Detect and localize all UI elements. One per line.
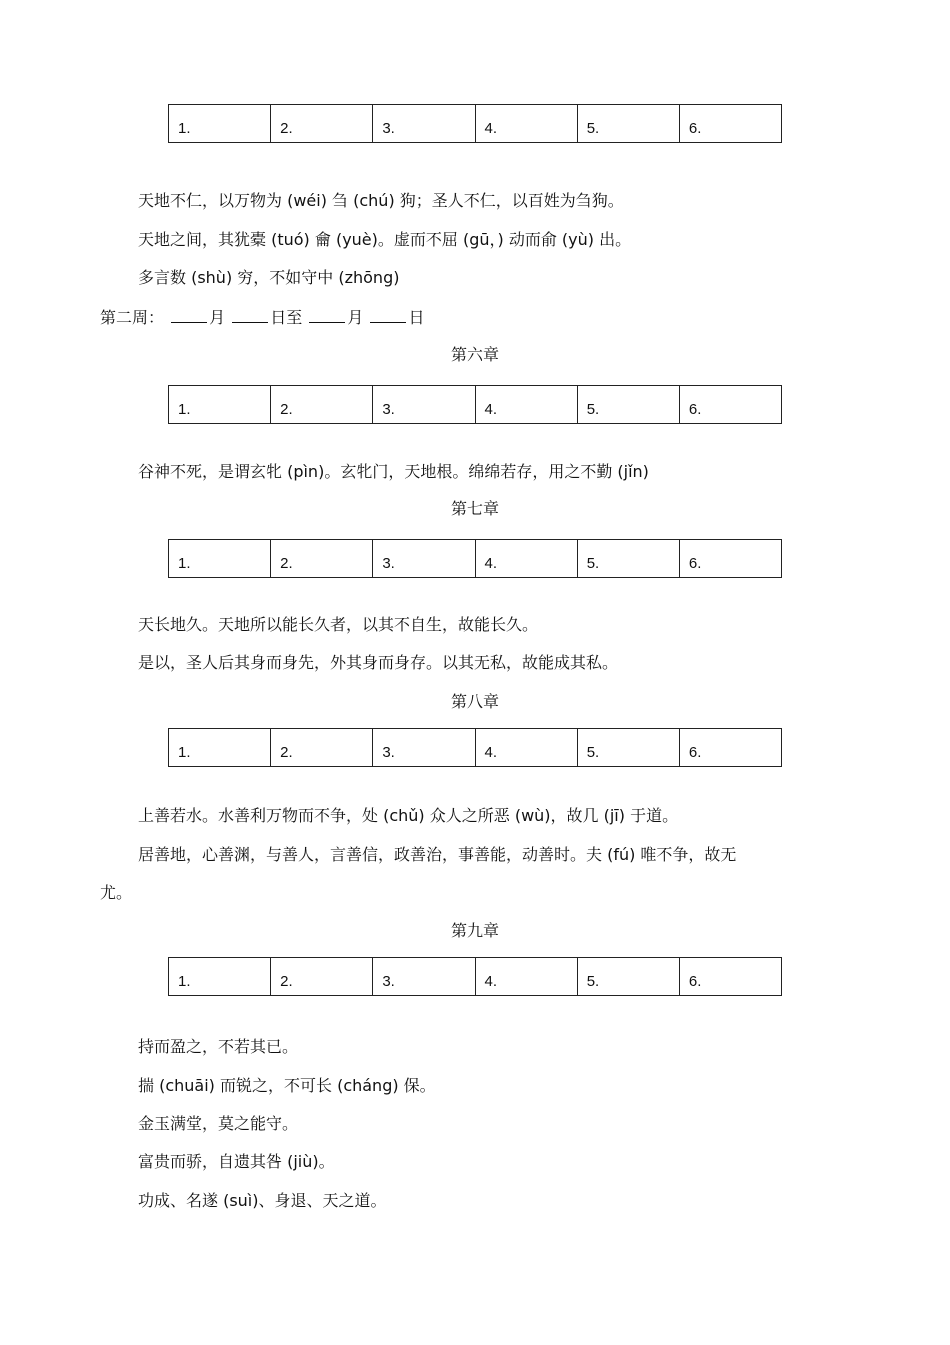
answer-cell: 1. — [169, 958, 271, 995]
month-label: 月 — [347, 308, 364, 327]
week-label: 第二周： — [100, 308, 165, 327]
answer-cell: 6. — [688, 744, 702, 761]
answer-cell: 2. — [271, 540, 373, 577]
answer-cell: 6. — [688, 401, 702, 418]
answer-cell: 3. — [373, 729, 475, 766]
answer-cell: 4. — [476, 540, 578, 577]
text-line: 尤。 — [100, 883, 133, 902]
answer-cell: 6. — [688, 555, 702, 572]
week-two-date-line — [100, 306, 424, 328]
answer-cell: 4. — [476, 729, 578, 766]
text-line: 天地之间，其犹橐 (tuó) 龠 (yuè)。虚而不屈 (gū，) 动而俞 (yù) 出。 — [138, 230, 632, 249]
answer-cell: 3. — [373, 958, 475, 995]
answer-cell: 4. — [476, 105, 578, 142]
answer-box-chapter-7 — [168, 539, 782, 578]
answer-cell: 5. — [578, 540, 680, 577]
answer-cell: 6. — [688, 973, 702, 990]
answer-cell: 2. — [271, 105, 373, 142]
answer-box-chapter-8 — [168, 728, 782, 767]
answer-cell: 1. — [169, 105, 271, 142]
answer-cell: 6. — [688, 120, 702, 137]
answer-cell: 1. — [169, 540, 271, 577]
answer-cell: 2. — [271, 386, 373, 423]
answer-cell: 2. — [271, 729, 373, 766]
day-label: 日 — [408, 308, 425, 327]
answer-cell: 2. — [271, 958, 373, 995]
blank-line — [171, 306, 207, 323]
text-line: 谷神不死，是谓玄牝 (pìn)。玄牝门，天地根。绵绵若存，用之不勤 (jǐn) — [138, 462, 649, 481]
answer-cell: 1. — [169, 729, 271, 766]
text-line: 上善若水。水善利万物而不争，处 (chǔ) 众人之所恶 (wù)，故几 (jī) 于道。 — [138, 806, 679, 825]
answer-cell: 4. — [476, 958, 578, 995]
answer-cell: 3. — [373, 386, 475, 423]
text-line: 持而盈之，不若其已。 — [138, 1037, 299, 1056]
answer-box-chapter-9 — [168, 957, 782, 996]
answer-cell: 3. — [373, 105, 475, 142]
text-line: 揣 (chuāi) 而锐之，不可长 (cháng) 保。 — [138, 1076, 436, 1095]
text-line: 是以，圣人后其身而身先，外其身而身存。以其无私，故能成其私。 — [138, 653, 619, 672]
month-label: 月 — [209, 308, 226, 327]
answer-cell: 5. — [578, 386, 680, 423]
answer-cell: 1. — [169, 386, 271, 423]
blank-line — [309, 306, 345, 323]
blank-line — [370, 306, 406, 323]
answer-cell: 5. — [578, 729, 680, 766]
answer-box-chapter-6 — [168, 385, 782, 424]
answer-cell: 5. — [578, 105, 680, 142]
answer-cell: 5. — [578, 958, 680, 995]
chapter-heading: 第八章 — [450, 692, 499, 711]
day-to-label: 日至 — [270, 308, 303, 327]
chapter-heading: 第九章 — [450, 921, 499, 940]
text-line: 多言数 (shù) 穷，不如守中 (zhōng) — [138, 268, 400, 287]
answer-cell: 3. — [373, 540, 475, 577]
answer-cell: 4. — [476, 386, 578, 423]
text-line: 功成、名遂 (suì)、身退、天之道。 — [138, 1191, 387, 1210]
text-line: 金玉满堂，莫之能守。 — [138, 1114, 299, 1133]
answer-box-chapter-5 — [168, 104, 782, 143]
chapter-heading: 第七章 — [450, 499, 499, 518]
text-line: 富贵而骄，自遗其咎 (jiù)。 — [138, 1152, 335, 1171]
blank-line — [232, 306, 268, 323]
text-line: 居善地，心善渊，与善人，言善信，政善治，事善能，动善时。夫 (fú) 唯不争，故无 — [138, 845, 737, 864]
text-line: 天长地久。天地所以能长久者，以其不自生，故能长久。 — [138, 615, 539, 634]
chapter-heading: 第六章 — [450, 345, 499, 364]
text-line: 天地不仁，以万物为 (wéi) 刍 (chú) 狗；圣人不仁，以百姓为刍狗。 — [138, 191, 624, 210]
